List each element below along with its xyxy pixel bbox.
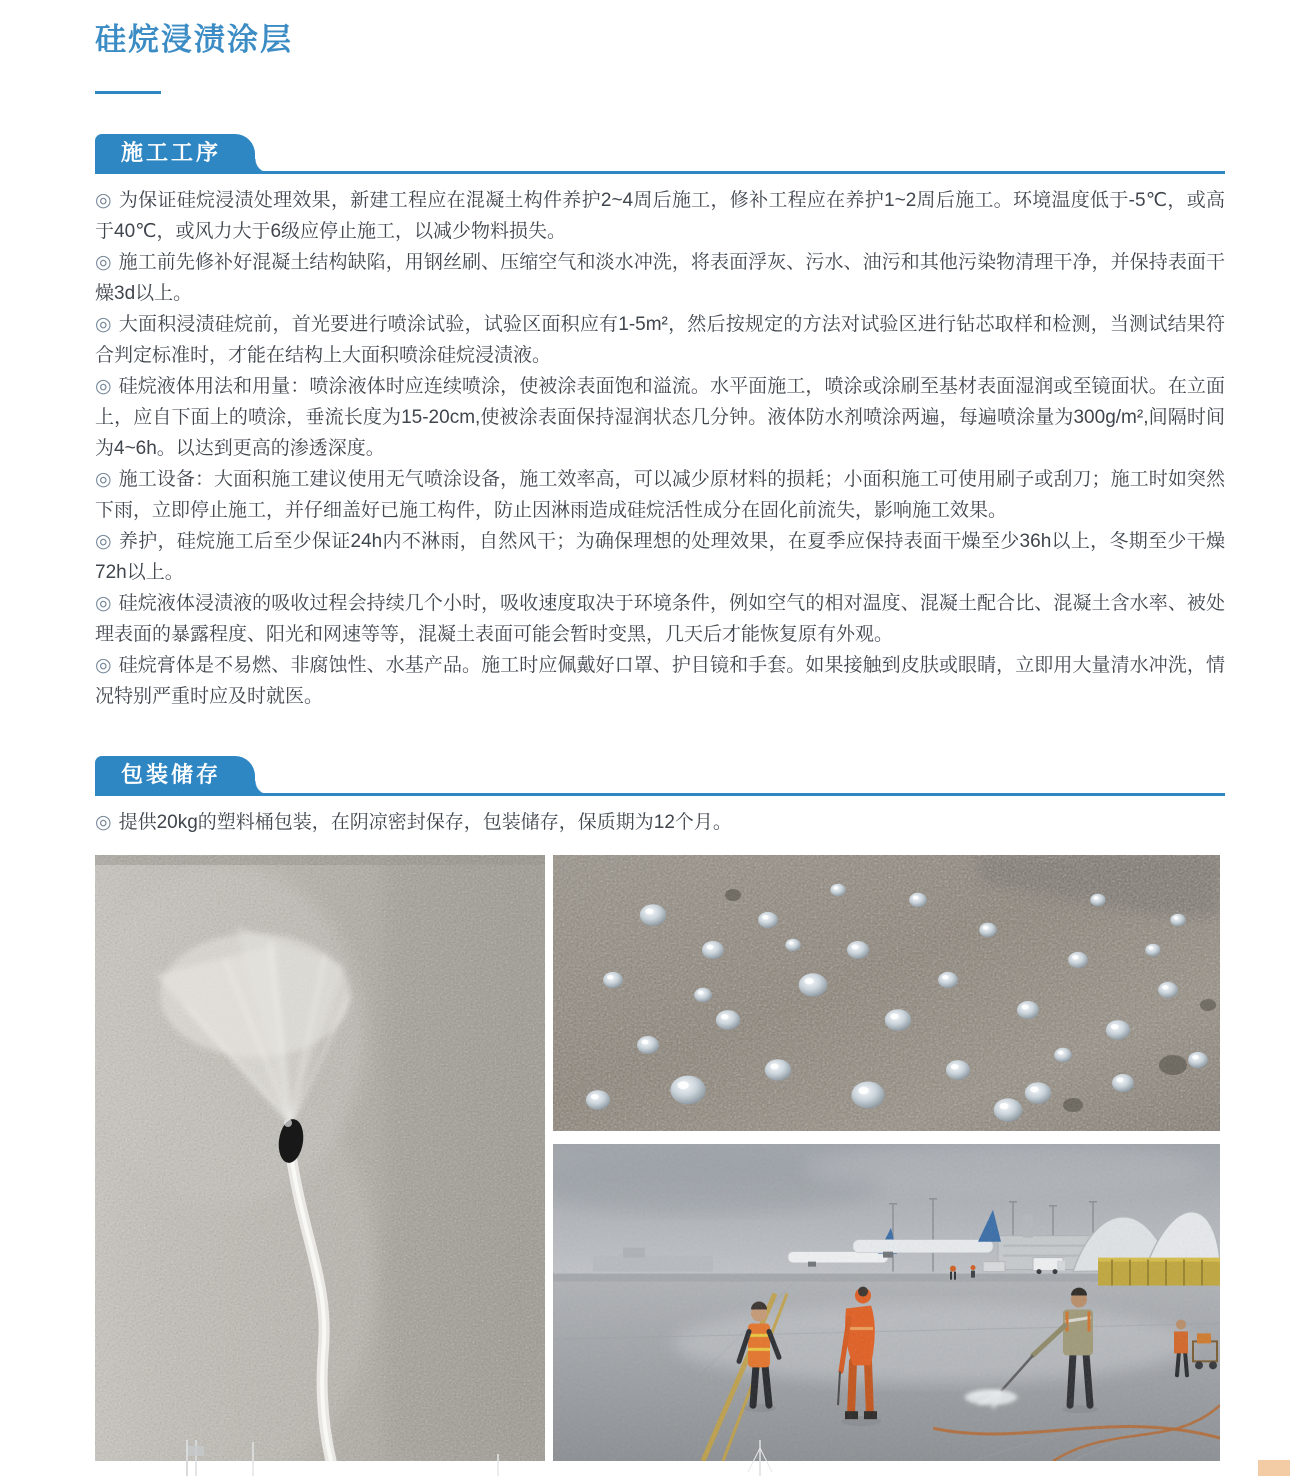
airport-apron-illustration <box>553 1144 1220 1461</box>
section-header-packaging <box>95 756 1225 796</box>
bullet-icon: ◎ <box>95 190 112 211</box>
bullet-item <box>95 650 1225 712</box>
construction-bullet-list <box>95 185 1225 712</box>
title-underline <box>95 91 161 94</box>
bullet-text: 施工前先修补好混凝土结构缺陷，用钢丝刷、压缩空气和淡水冲洗，将表面浮灰、污水、油污和其他污染物清理干净，并保持表面干燥3d以上。 <box>95 252 1225 304</box>
bullet-text: 养护，硅烷施工后至少保证24h内不淋雨，自然风干；为确保理想的处理效果，在夏季应保持表面干燥至少36h以上，冬期至少干燥72h以上。 <box>95 531 1225 583</box>
bullet-item <box>95 185 1225 247</box>
bullet-text: 施工设备：大面积施工建议使用无气喷涂设备，施工效率高，可以减少原材料的损耗；小面积施工可使用刷子或刮刀；施工时如突然下雨，立即停止施工，并仔细盖好已施工构件，防止因淋雨造成硅烷活性成分在固化前流失，影响施工效果。 <box>95 469 1225 521</box>
bullet-icon: ◎ <box>95 655 112 676</box>
bullet-item <box>95 526 1225 588</box>
bullet-item <box>95 464 1225 526</box>
section-tab-packaging: 包装储存 <box>95 756 255 793</box>
bullet-icon: ◎ <box>95 314 112 335</box>
wall-spray-illustration <box>95 855 545 1461</box>
page-title: 硅烷浸渍涂层 <box>95 22 293 57</box>
bullet-text: 硅烷液体浸渍液的吸收过程会持续几个小时，吸收速度取决于环境条件，例如空气的相对温度、混凝土配合比、混凝土含水率、被处理表面的暴露程度、阳光和网速等等，混凝土表面可能会暂时变黑，几天后才能恢复原有外观。 <box>95 593 1225 645</box>
bullet-text: 大面积浸渍硅烷前，首光要进行喷涂试验，试验区面积应有1-5m²，然后按规定的方法对试验区进行钻芯取样和检测，当测试结果符合判定标准时，才能在结构上大面积喷涂硅烷浸渍液。 <box>95 314 1225 366</box>
bullet-icon: ◎ <box>95 812 112 833</box>
section-header-construction <box>95 134 1225 174</box>
photo-airport-apron-application <box>553 1144 1220 1461</box>
bullet-icon: ◎ <box>95 469 112 490</box>
bullet-item <box>95 371 1225 464</box>
bullet-icon: ◎ <box>95 531 112 552</box>
bullet-item <box>95 247 1225 309</box>
bullet-icon: ◎ <box>95 376 112 397</box>
bullet-item <box>95 807 1225 838</box>
water-beading-illustration <box>553 855 1220 1131</box>
bottom-faint-marks <box>0 1440 1290 1476</box>
bullet-icon: ◎ <box>95 252 112 273</box>
bullet-text: 硅烷液体用法和用量：喷涂液体时应连续喷涂，使被涂表面饱和溢流。水平面施工，喷涂或涂刷至基材表面湿润或至镜面状。在立面上，应自下面上的喷涂，垂流长度为15-20cm,使被涂表面保持湿润状态几分钟。液体防水剂喷涂两遍，每遍喷涂量为300g/m²,间隔时间为4~6h。以达到更高的渗透深度。 <box>95 376 1225 459</box>
section-tab-construction: 施工工序 <box>95 134 255 171</box>
bullet-item <box>95 588 1225 650</box>
bullet-icon: ◎ <box>95 593 112 614</box>
photo-silane-spray-on-wall <box>95 855 545 1461</box>
bullet-text: 为保证硅烷浸渍处理效果，新建工程应在混凝土构件养护2~4周后施工，修补工程应在养护1~2周后施工。环境温度低于-5℃，或高于40℃，或风力大于6级应停止施工，以减少物料损失。 <box>95 190 1225 242</box>
bullet-text: 硅烷膏体是不易燃、非腐蚀性、水基产品。施工时应佩戴好口罩、护目镜和手套。如果接触到皮肤或眼睛，立即用大量清水冲洗，情况特别严重时应及时就医。 <box>95 655 1225 707</box>
packaging-bullet-list <box>95 807 1225 838</box>
photo-water-beading-concrete <box>553 855 1220 1131</box>
bullet-text: 提供20kg的塑料桶包装，在阴凉密封保存，包装储存，保质期为12个月。 <box>118 812 732 833</box>
faint-marks-illustration <box>0 1440 1290 1476</box>
photo-grid <box>95 855 1225 1461</box>
photo-right-column <box>553 855 1220 1461</box>
bullet-item <box>95 309 1225 371</box>
